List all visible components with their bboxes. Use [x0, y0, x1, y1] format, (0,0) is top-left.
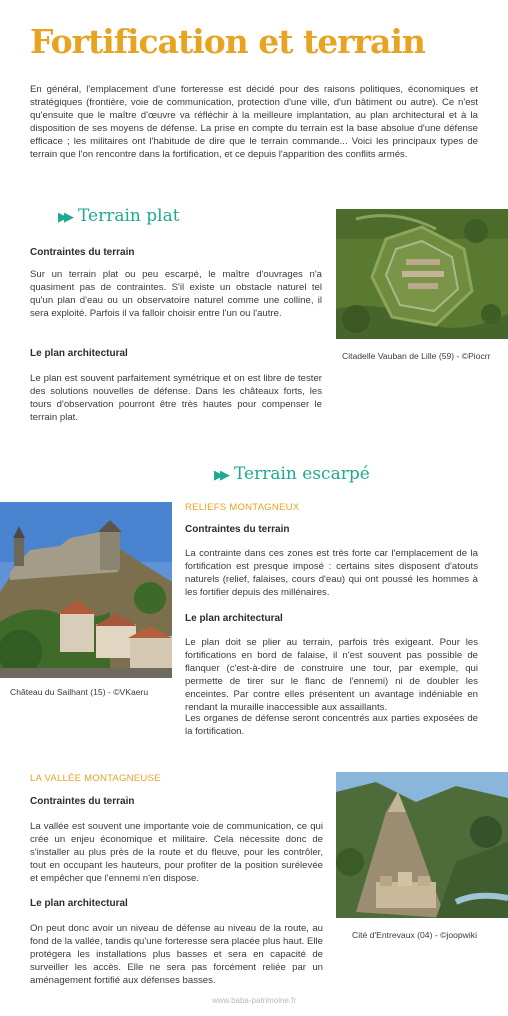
paragraph-plan: Le plan est souvent parfaitement symétrique et on est libre de tester des solutions nouvelles de défense. Dans les châteaux forts, les tours d'observation pourront être très hautes pour compenser le terrain plat. — [30, 373, 322, 423]
photo-caption: Cité d'Entrevaux (04) - ©joopwiki — [352, 930, 477, 940]
kicker-vallee: LA VALLÉE MONTAGNEUSE — [30, 773, 161, 784]
photo-caption: Château du Sailhant (15) - ©VKaeru — [10, 687, 149, 697]
citadel-photo — [336, 209, 508, 339]
intro-paragraph: En général, l'emplacement d'une forteresse est décidé pour des raisons politiques, économiques et stratégiques (frontière, voie de communication, protection d'une ville, d'un bâtiment ou autre). Ce n'est qu'ensuite que le maître d'œuvre va réfléchir à la meilleure implantation, au plan architectural et à la disposition de ses moyens de défense. La prise en compte du terrain est la base absolue d'une défense efficace ; les militaires ont l'habitude de dire que le terrain commande... Voici les principaux types de terrain que l'on rencontre dans la fortification, et ce depuis l'apparition des conflits armés. — [30, 84, 478, 160]
subheading-contraintes: Contraintes du terrain — [185, 524, 290, 535]
section-title: Terrain escarpé — [234, 464, 370, 484]
footer-url[interactable]: www.baba-patrimoine.fr — [211, 996, 297, 1005]
subheading-contraintes: Contraintes du terrain — [30, 796, 135, 807]
paragraph-contraintes: La vallée est souvent une importante voie de communication, ce qui crée un enjeu économique et militaire. Cela nécessite donc de s'installer au plus près de la route et du fleuve, pour les contrôler, tout en occupant les hauteurs, pour profiter de la position surélevée et empêcher que l'ennemi n'en dispose. — [30, 821, 323, 884]
double-arrow-icon: ▶▶ — [214, 468, 226, 483]
section-title: Terrain plat — [78, 206, 180, 226]
kicker-reliefs: RELIEFS MONTAGNEUX — [185, 502, 300, 513]
chateau-photo — [0, 502, 172, 678]
photo-caption: Citadelle Vauban de Lille (59) - ©Piocrr — [342, 351, 491, 361]
entrevaux-photo — [336, 772, 508, 918]
subheading-plan: Le plan architectural — [185, 613, 283, 624]
page-title: Fortification et terrain — [30, 22, 425, 61]
section-heading-terrain-plat — [58, 206, 180, 226]
paragraph-contraintes: La contrainte dans ces zones est très forte car l'emplacement de la fortification est presque imposé : certains sites disposent d'atouts naturels (relief, falaises, cours d'eau) qui ont poussé les hommes à les fortifier depuis des millénaires. — [185, 548, 478, 598]
subheading-plan: Le plan architectural — [30, 898, 128, 909]
paragraph-contraintes: Sur un terrain plat ou peu escarpé, le maître d'ouvrages n'a quasiment pas de contraintes. S'il existe un obstacle naturel tel qu'un plan d'eau ou un observatoire naturel comme une colline, il sera exploité. Parfois il va falloir choisir entre l'un ou l'autre. — [30, 269, 322, 319]
paragraph-plan: Le plan doit se plier au terrain, parfois très exigeant. Pour les fortifications en bord de falaise, il n'est souvent pas possible de flanquer (c'est-à-dire de construire une tour, par exemple, qui permette de tirer sur le flanc de l'ennemi) ni de doubler les enceintes. Par contre elles présentent un avantage indéniable en rendant la muraille inaccessible aux assaillants. — [185, 637, 478, 713]
subheading-contraintes: Contraintes du terrain — [30, 247, 135, 258]
subheading-plan: Le plan architectural — [30, 348, 128, 359]
section-heading-terrain-escarpe — [214, 464, 370, 484]
double-arrow-icon: ▶▶ — [58, 210, 70, 225]
paragraph-organes: Les organes de défense seront concentrés aux parties exposées de la fortification. — [185, 713, 478, 737]
paragraph-plan: On peut donc avoir un niveau de défense au niveau de la route, au fond de la vallée, tandis qu'une forteresse sera placée plus haut. Elle protégera les installations plus basses et sera en capacité de surveiller les accès. Elle ne sera pas forcément reliée par un aménagement fortifié aux défenses basses. — [30, 923, 323, 986]
